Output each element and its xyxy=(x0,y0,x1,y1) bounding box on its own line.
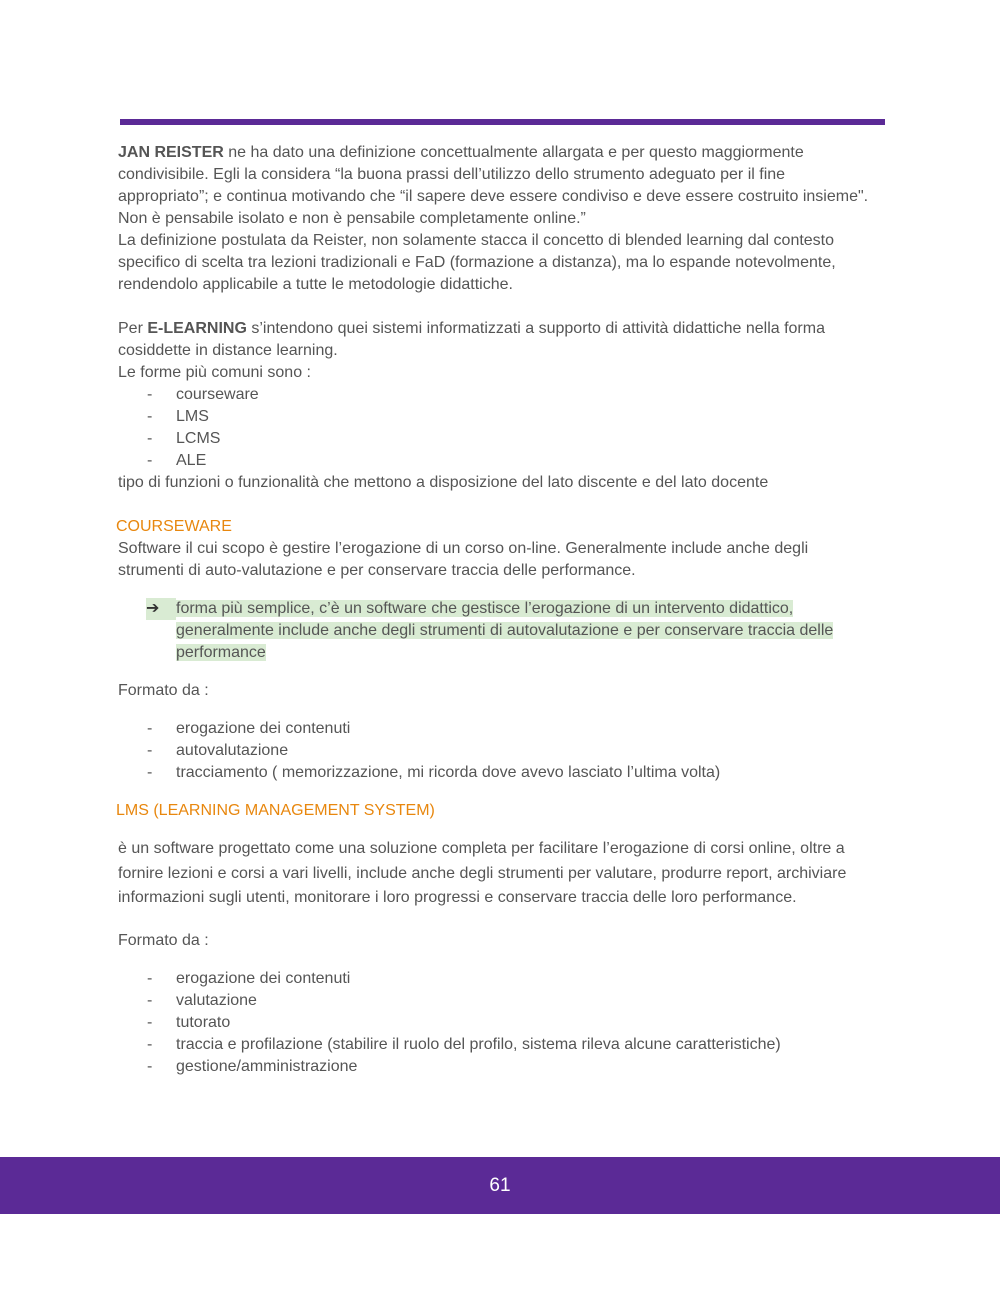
lms-formato-label: Formato da : xyxy=(118,931,209,949)
list-item: - tutorato xyxy=(118,1012,878,1034)
elearning-prefix: Per xyxy=(118,320,148,337)
elearning-text: s’intendono quei sistemi informatizzati a supporto di attività didattiche nella forma cosiddette in distance learning. xyxy=(118,320,825,359)
lms-list xyxy=(118,968,878,1078)
list-item: - valutazione xyxy=(118,990,878,1012)
forms-list xyxy=(118,384,878,472)
jan-reister-text: ne ha dato una definizione concettualmente allargata e per questo maggiormente condivisibile. Egli la considera “la buona prassi dell’utilizzo dello strumento adeguato per il fine appropriato”; e continua motivando che “il sapere deve essere condiviso e deve essere costruito insieme". Non è pensabile isolato e non è pensabile completamente online.” xyxy=(118,144,869,227)
list-item: - gestione/amministrazione xyxy=(118,1056,878,1078)
list-item: - tracciamento ( memorizzazione, mi ricorda dove avevo lasciato l’ultima volta) xyxy=(118,762,878,784)
list-item: - ALE xyxy=(118,450,878,472)
jan-reister-paragraph xyxy=(118,142,878,230)
elearning-term: E-LEARNING xyxy=(147,320,247,337)
jan-reister-name: JAN REISTER xyxy=(118,144,224,161)
lms-paragraph: è un software progettato come una soluzione completa per facilitare l’erogazione di corsi online, oltre a fornire lezioni e corsi a vari livelli, include anche degli strumenti per valutare, produrre report, archiviare informazioni sugli utenti, monitorare i loro progressi e conservare traccia delle loro performance. xyxy=(118,840,847,906)
courseware-heading: COURSEWARE xyxy=(116,518,232,535)
document-body xyxy=(118,142,878,1078)
courseware-highlight-note xyxy=(118,598,878,664)
page-footer xyxy=(0,1157,1000,1214)
list-item: - LMS xyxy=(118,406,878,428)
list-item: - erogazione dei contenuti xyxy=(118,718,878,740)
courseware-paragraph: Software il cui scopo è gestire l’erogazione di un corso on-line. Generalmente include anche degli strumenti di auto-valutazione e per conservare traccia delle performance. xyxy=(118,540,809,579)
elearning-paragraph xyxy=(118,318,878,362)
highlighted-text: forma più semplice, c’è un software che gestisce l’erogazione di un intervento didattico, generalmente include anche degli strumenti di autovalutazione e per conservare traccia delle performance xyxy=(176,600,834,661)
lms-heading: LMS (LEARNING MANAGEMENT SYSTEM) xyxy=(116,802,435,819)
courseware-formato-label: Formato da : xyxy=(118,682,209,699)
list-item: - autovalutazione xyxy=(118,740,878,762)
functions-text: tipo di funzioni o funzionalità che mettono a disposizione del lato discente e del lato docente xyxy=(118,474,769,491)
list-item: - traccia e profilazione (stabilire il ruolo del profilo, sistema rileva alcune caratteristiche) xyxy=(118,1034,878,1056)
top-divider xyxy=(120,119,885,125)
reister-definition-paragraph: La definizione postulata da Reister, non solamente stacca il concetto di blended learning dal contesto specifico di scelta tra lezioni tradizionali e FaD (formazione a distanza), ma lo espande notevolmente, rendendolo applicabile a tutte le metodologie didattiche. xyxy=(118,232,836,293)
forms-intro: Le forme più comuni sono : xyxy=(118,364,311,381)
list-item: - courseware xyxy=(118,384,878,406)
list-item: - erogazione dei contenuti xyxy=(118,968,878,990)
list-item: - LCMS xyxy=(118,428,878,450)
courseware-list xyxy=(118,718,878,784)
page-number: 61 xyxy=(489,1174,511,1196)
arrow-right-icon: ➔ xyxy=(146,598,176,620)
